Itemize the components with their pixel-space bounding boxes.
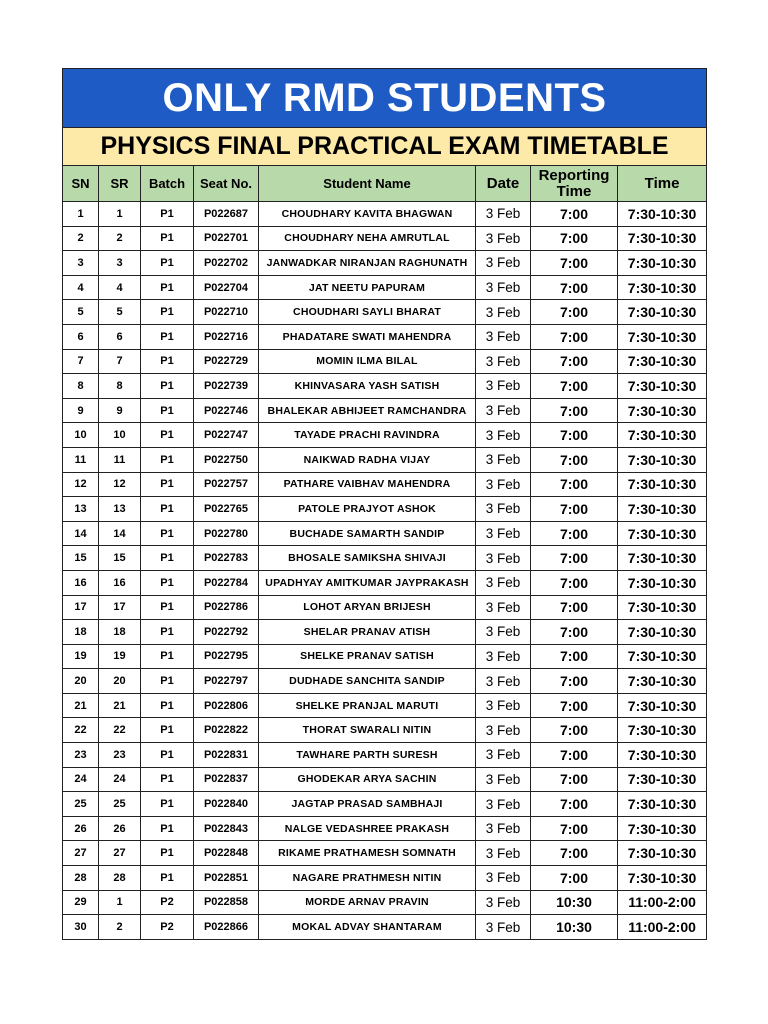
cell-sr: 1 xyxy=(99,890,141,915)
cell-date: 3 Feb xyxy=(476,841,531,866)
cell-sr: 22 xyxy=(99,718,141,743)
cell-batch: P1 xyxy=(141,423,194,448)
cell-batch: P1 xyxy=(141,374,194,399)
banner-title: ONLY RMD STUDENTS xyxy=(63,69,707,128)
cell-date: 3 Feb xyxy=(476,570,531,595)
cell-student-name: RIKAME PRATHAMESH SOMNATH xyxy=(259,841,476,866)
table-body xyxy=(63,202,707,940)
cell-reporting-time: 7:00 xyxy=(531,349,618,374)
cell-date: 3 Feb xyxy=(476,300,531,325)
cell-reporting-time: 10:30 xyxy=(531,890,618,915)
cell-time: 7:30-10:30 xyxy=(618,349,707,374)
table-row xyxy=(63,669,707,694)
cell-reporting-time: 7:00 xyxy=(531,251,618,276)
cell-date: 3 Feb xyxy=(476,226,531,251)
cell-sr: 24 xyxy=(99,767,141,792)
cell-sr: 18 xyxy=(99,620,141,645)
cell-batch: P1 xyxy=(141,816,194,841)
subtitle-row xyxy=(63,128,707,166)
cell-student-name: TAYADE PRACHI RAVINDRA xyxy=(259,423,476,448)
cell-sn: 27 xyxy=(63,841,99,866)
cell-sr: 11 xyxy=(99,447,141,472)
cell-reporting-time: 7:00 xyxy=(531,620,618,645)
cell-batch: P1 xyxy=(141,472,194,497)
col-header-batch: Batch xyxy=(141,166,194,202)
cell-time: 7:30-10:30 xyxy=(618,570,707,595)
cell-student-name: SHELKE PRANJAL MARUTI xyxy=(259,693,476,718)
cell-date: 3 Feb xyxy=(476,497,531,522)
cell-time: 7:30-10:30 xyxy=(618,866,707,891)
cell-time: 7:30-10:30 xyxy=(618,546,707,571)
cell-batch: P1 xyxy=(141,718,194,743)
cell-time: 7:30-10:30 xyxy=(618,472,707,497)
cell-date: 3 Feb xyxy=(476,374,531,399)
cell-sn: 1 xyxy=(63,202,99,227)
cell-date: 3 Feb xyxy=(476,693,531,718)
exam-title: PHYSICS FINAL PRACTICAL EXAM TIMETABLE xyxy=(63,128,707,166)
table-row xyxy=(63,472,707,497)
cell-batch: P1 xyxy=(141,300,194,325)
cell-sn: 9 xyxy=(63,398,99,423)
cell-date: 3 Feb xyxy=(476,816,531,841)
cell-date: 3 Feb xyxy=(476,423,531,448)
table-row xyxy=(63,570,707,595)
cell-time: 7:30-10:30 xyxy=(618,644,707,669)
cell-date: 3 Feb xyxy=(476,275,531,300)
cell-time: 7:30-10:30 xyxy=(618,595,707,620)
cell-time: 7:30-10:30 xyxy=(618,374,707,399)
cell-seat-no: P022843 xyxy=(194,816,259,841)
cell-date: 3 Feb xyxy=(476,792,531,817)
cell-batch: P2 xyxy=(141,890,194,915)
cell-sr: 2 xyxy=(99,915,141,940)
cell-seat-no: P022831 xyxy=(194,743,259,768)
cell-batch: P1 xyxy=(141,275,194,300)
cell-date: 3 Feb xyxy=(476,398,531,423)
cell-sr: 21 xyxy=(99,693,141,718)
cell-time: 7:30-10:30 xyxy=(618,447,707,472)
cell-student-name: MOMIN ILMA BILAL xyxy=(259,349,476,374)
table-row xyxy=(63,792,707,817)
cell-student-name: GHODEKAR ARYA SACHIN xyxy=(259,767,476,792)
cell-date: 3 Feb xyxy=(476,202,531,227)
cell-sn: 25 xyxy=(63,792,99,817)
cell-time: 7:30-10:30 xyxy=(618,792,707,817)
cell-reporting-time: 7:00 xyxy=(531,275,618,300)
cell-time: 7:30-10:30 xyxy=(618,743,707,768)
table-row xyxy=(63,644,707,669)
cell-reporting-time: 7:00 xyxy=(531,374,618,399)
cell-date: 3 Feb xyxy=(476,767,531,792)
cell-sr: 4 xyxy=(99,275,141,300)
cell-student-name: PATHARE VAIBHAV MAHENDRA xyxy=(259,472,476,497)
cell-reporting-time: 7:00 xyxy=(531,693,618,718)
banner-row xyxy=(63,69,707,128)
cell-sr: 7 xyxy=(99,349,141,374)
col-header-sr: SR xyxy=(99,166,141,202)
cell-student-name: CHOUDHARY KAVITA BHAGWAN xyxy=(259,202,476,227)
cell-student-name: JANWADKAR NIRANJAN RAGHUNATH xyxy=(259,251,476,276)
cell-time: 7:30-10:30 xyxy=(618,324,707,349)
cell-sn: 19 xyxy=(63,644,99,669)
cell-sn: 2 xyxy=(63,226,99,251)
cell-sr: 27 xyxy=(99,841,141,866)
cell-time: 7:30-10:30 xyxy=(618,423,707,448)
cell-student-name: SHELAR PRANAV ATISH xyxy=(259,620,476,645)
cell-reporting-time: 7:00 xyxy=(531,497,618,522)
table-row xyxy=(63,546,707,571)
cell-batch: P1 xyxy=(141,251,194,276)
cell-seat-no: P022687 xyxy=(194,202,259,227)
cell-sn: 20 xyxy=(63,669,99,694)
table-row xyxy=(63,620,707,645)
cell-batch: P1 xyxy=(141,767,194,792)
cell-batch: P1 xyxy=(141,841,194,866)
cell-student-name: TAWHARE PARTH SURESH xyxy=(259,743,476,768)
cell-reporting-time: 7:00 xyxy=(531,521,618,546)
cell-seat-no: P022750 xyxy=(194,447,259,472)
cell-reporting-time: 7:00 xyxy=(531,669,618,694)
cell-batch: P1 xyxy=(141,349,194,374)
cell-time: 7:30-10:30 xyxy=(618,767,707,792)
cell-reporting-time: 7:00 xyxy=(531,447,618,472)
cell-sr: 10 xyxy=(99,423,141,448)
cell-reporting-time: 7:00 xyxy=(531,423,618,448)
table-row xyxy=(63,202,707,227)
cell-student-name: NAIKWAD RADHA VIJAY xyxy=(259,447,476,472)
cell-reporting-time: 7:00 xyxy=(531,300,618,325)
cell-time: 7:30-10:30 xyxy=(618,398,707,423)
cell-sr: 17 xyxy=(99,595,141,620)
cell-seat-no: P022757 xyxy=(194,472,259,497)
cell-sn: 24 xyxy=(63,767,99,792)
cell-seat-no: P022786 xyxy=(194,595,259,620)
table-row xyxy=(63,595,707,620)
cell-time: 7:30-10:30 xyxy=(618,669,707,694)
cell-batch: P1 xyxy=(141,595,194,620)
cell-sr: 2 xyxy=(99,226,141,251)
cell-student-name: JAGTAP PRASAD SAMBHAJI xyxy=(259,792,476,817)
cell-student-name: MORDE ARNAV PRAVIN xyxy=(259,890,476,915)
table-row xyxy=(63,693,707,718)
column-header-row xyxy=(63,166,707,202)
cell-batch: P2 xyxy=(141,915,194,940)
cell-seat-no: P022866 xyxy=(194,915,259,940)
cell-date: 3 Feb xyxy=(476,521,531,546)
cell-sn: 12 xyxy=(63,472,99,497)
table-row xyxy=(63,497,707,522)
cell-seat-no: P022765 xyxy=(194,497,259,522)
cell-reporting-time: 7:00 xyxy=(531,816,618,841)
cell-reporting-time: 7:00 xyxy=(531,743,618,768)
cell-date: 3 Feb xyxy=(476,324,531,349)
table-row xyxy=(63,841,707,866)
cell-seat-no: P022739 xyxy=(194,374,259,399)
cell-sn: 11 xyxy=(63,447,99,472)
cell-reporting-time: 7:00 xyxy=(531,398,618,423)
cell-reporting-time: 10:30 xyxy=(531,915,618,940)
cell-date: 3 Feb xyxy=(476,349,531,374)
cell-batch: P1 xyxy=(141,226,194,251)
cell-student-name: CHOUDHARY NEHA AMRUTLAL xyxy=(259,226,476,251)
timetable xyxy=(62,68,707,940)
cell-sn: 23 xyxy=(63,743,99,768)
cell-student-name: PATOLE PRAJYOT ASHOK xyxy=(259,497,476,522)
cell-seat-no: P022701 xyxy=(194,226,259,251)
table-row xyxy=(63,718,707,743)
cell-student-name: JAT NEETU PAPURAM xyxy=(259,275,476,300)
table-row xyxy=(63,816,707,841)
cell-date: 3 Feb xyxy=(476,546,531,571)
col-header-sn: SN xyxy=(63,166,99,202)
cell-seat-no: P022822 xyxy=(194,718,259,743)
table-row xyxy=(63,251,707,276)
cell-sn: 29 xyxy=(63,890,99,915)
cell-sr: 5 xyxy=(99,300,141,325)
cell-sn: 4 xyxy=(63,275,99,300)
cell-reporting-time: 7:00 xyxy=(531,546,618,571)
cell-seat-no: P022797 xyxy=(194,669,259,694)
table-row xyxy=(63,743,707,768)
cell-sn: 30 xyxy=(63,915,99,940)
cell-seat-no: P022837 xyxy=(194,767,259,792)
cell-time: 7:30-10:30 xyxy=(618,251,707,276)
table-row xyxy=(63,423,707,448)
cell-time: 7:30-10:30 xyxy=(618,300,707,325)
cell-date: 3 Feb xyxy=(476,718,531,743)
cell-seat-no: P022746 xyxy=(194,398,259,423)
cell-student-name: NAGARE PRATHMESH NITIN xyxy=(259,866,476,891)
cell-sr: 25 xyxy=(99,792,141,817)
cell-reporting-time: 7:00 xyxy=(531,841,618,866)
cell-sn: 8 xyxy=(63,374,99,399)
cell-batch: P1 xyxy=(141,447,194,472)
cell-time: 11:00-2:00 xyxy=(618,890,707,915)
table-row xyxy=(63,374,707,399)
cell-sn: 10 xyxy=(63,423,99,448)
cell-sr: 8 xyxy=(99,374,141,399)
cell-date: 3 Feb xyxy=(476,472,531,497)
table-row xyxy=(63,866,707,891)
cell-sr: 23 xyxy=(99,743,141,768)
col-header-time: Time xyxy=(618,166,707,202)
cell-reporting-time: 7:00 xyxy=(531,866,618,891)
cell-student-name: BUCHADE SAMARTH SANDIP xyxy=(259,521,476,546)
cell-sn: 13 xyxy=(63,497,99,522)
cell-sr: 20 xyxy=(99,669,141,694)
cell-seat-no: P022783 xyxy=(194,546,259,571)
cell-seat-no: P022840 xyxy=(194,792,259,817)
cell-batch: P1 xyxy=(141,743,194,768)
cell-batch: P1 xyxy=(141,792,194,817)
cell-sr: 3 xyxy=(99,251,141,276)
cell-batch: P1 xyxy=(141,669,194,694)
cell-time: 7:30-10:30 xyxy=(618,620,707,645)
cell-reporting-time: 7:00 xyxy=(531,202,618,227)
cell-seat-no: P022806 xyxy=(194,693,259,718)
cell-reporting-time: 7:00 xyxy=(531,472,618,497)
cell-student-name: UPADHYAY AMITKUMAR JAYPRAKASH xyxy=(259,570,476,595)
cell-sr: 26 xyxy=(99,816,141,841)
cell-batch: P1 xyxy=(141,620,194,645)
cell-sn: 21 xyxy=(63,693,99,718)
cell-time: 7:30-10:30 xyxy=(618,693,707,718)
cell-time: 7:30-10:30 xyxy=(618,275,707,300)
cell-date: 3 Feb xyxy=(476,743,531,768)
cell-student-name: SHELKE PRANAV SATISH xyxy=(259,644,476,669)
col-header-date: Date xyxy=(476,166,531,202)
cell-sn: 15 xyxy=(63,546,99,571)
cell-reporting-time: 7:00 xyxy=(531,595,618,620)
cell-batch: P1 xyxy=(141,866,194,891)
cell-sn: 28 xyxy=(63,866,99,891)
cell-batch: P1 xyxy=(141,497,194,522)
cell-sn: 26 xyxy=(63,816,99,841)
cell-time: 7:30-10:30 xyxy=(618,841,707,866)
cell-seat-no: P022747 xyxy=(194,423,259,448)
cell-batch: P1 xyxy=(141,546,194,571)
table-row xyxy=(63,324,707,349)
cell-seat-no: P022704 xyxy=(194,275,259,300)
table-row xyxy=(63,275,707,300)
cell-date: 3 Feb xyxy=(476,669,531,694)
cell-date: 3 Feb xyxy=(476,890,531,915)
cell-student-name: LOHOT ARYAN BRIJESH xyxy=(259,595,476,620)
cell-sr: 12 xyxy=(99,472,141,497)
cell-time: 7:30-10:30 xyxy=(618,226,707,251)
cell-student-name: BHALEKAR ABHIJEET RAMCHANDRA xyxy=(259,398,476,423)
cell-student-name: PHADATARE SWATI MAHENDRA xyxy=(259,324,476,349)
cell-seat-no: P022848 xyxy=(194,841,259,866)
cell-sr: 1 xyxy=(99,202,141,227)
cell-sn: 17 xyxy=(63,595,99,620)
cell-date: 3 Feb xyxy=(476,251,531,276)
cell-time: 7:30-10:30 xyxy=(618,497,707,522)
cell-sn: 7 xyxy=(63,349,99,374)
cell-sn: 14 xyxy=(63,521,99,546)
cell-sn: 6 xyxy=(63,324,99,349)
cell-reporting-time: 7:00 xyxy=(531,570,618,595)
cell-seat-no: P022780 xyxy=(194,521,259,546)
cell-student-name: MOKAL ADVAY SHANTARAM xyxy=(259,915,476,940)
cell-sr: 14 xyxy=(99,521,141,546)
cell-reporting-time: 7:00 xyxy=(531,226,618,251)
cell-date: 3 Feb xyxy=(476,866,531,891)
cell-sr: 19 xyxy=(99,644,141,669)
cell-sn: 16 xyxy=(63,570,99,595)
table-row xyxy=(63,398,707,423)
cell-seat-no: P022702 xyxy=(194,251,259,276)
cell-sr: 6 xyxy=(99,324,141,349)
cell-sr: 28 xyxy=(99,866,141,891)
cell-batch: P1 xyxy=(141,570,194,595)
cell-reporting-time: 7:00 xyxy=(531,767,618,792)
cell-batch: P1 xyxy=(141,521,194,546)
cell-time: 7:30-10:30 xyxy=(618,521,707,546)
table-row xyxy=(63,521,707,546)
table-row xyxy=(63,300,707,325)
cell-student-name: KHINVASARA YASH SATISH xyxy=(259,374,476,399)
cell-seat-no: P022792 xyxy=(194,620,259,645)
cell-student-name: BHOSALE SAMIKSHA SHIVAJI xyxy=(259,546,476,571)
cell-seat-no: P022851 xyxy=(194,866,259,891)
cell-sn: 5 xyxy=(63,300,99,325)
table-row xyxy=(63,226,707,251)
cell-reporting-time: 7:00 xyxy=(531,792,618,817)
cell-reporting-time: 7:00 xyxy=(531,718,618,743)
cell-reporting-time: 7:00 xyxy=(531,324,618,349)
cell-date: 3 Feb xyxy=(476,915,531,940)
cell-batch: P1 xyxy=(141,202,194,227)
cell-batch: P1 xyxy=(141,324,194,349)
cell-seat-no: P022858 xyxy=(194,890,259,915)
cell-batch: P1 xyxy=(141,693,194,718)
table-row xyxy=(63,349,707,374)
col-header-name: Student Name xyxy=(259,166,476,202)
table-row xyxy=(63,915,707,940)
cell-date: 3 Feb xyxy=(476,644,531,669)
cell-batch: P1 xyxy=(141,398,194,423)
cell-reporting-time: 7:00 xyxy=(531,644,618,669)
cell-sr: 15 xyxy=(99,546,141,571)
cell-time: 7:30-10:30 xyxy=(618,816,707,841)
cell-seat-no: P022795 xyxy=(194,644,259,669)
cell-student-name: THORAT SWARALI NITIN xyxy=(259,718,476,743)
cell-sn: 3 xyxy=(63,251,99,276)
col-header-reporting: Reporting Time xyxy=(531,166,618,202)
cell-batch: P1 xyxy=(141,644,194,669)
cell-date: 3 Feb xyxy=(476,595,531,620)
cell-sr: 13 xyxy=(99,497,141,522)
table-row xyxy=(63,447,707,472)
cell-seat-no: P022716 xyxy=(194,324,259,349)
cell-student-name: NALGE VEDASHREE PRAKASH xyxy=(259,816,476,841)
cell-time: 7:30-10:30 xyxy=(618,202,707,227)
cell-sr: 9 xyxy=(99,398,141,423)
cell-sn: 22 xyxy=(63,718,99,743)
cell-date: 3 Feb xyxy=(476,620,531,645)
cell-time: 11:00-2:00 xyxy=(618,915,707,940)
cell-student-name: CHOUDHARI SAYLI BHARAT xyxy=(259,300,476,325)
table-row xyxy=(63,890,707,915)
col-header-seat: Seat No. xyxy=(194,166,259,202)
table-row xyxy=(63,767,707,792)
cell-student-name: DUDHADE SANCHITA SANDIP xyxy=(259,669,476,694)
cell-seat-no: P022710 xyxy=(194,300,259,325)
cell-time: 7:30-10:30 xyxy=(618,718,707,743)
cell-sr: 16 xyxy=(99,570,141,595)
cell-date: 3 Feb xyxy=(476,447,531,472)
cell-seat-no: P022729 xyxy=(194,349,259,374)
cell-seat-no: P022784 xyxy=(194,570,259,595)
cell-sn: 18 xyxy=(63,620,99,645)
